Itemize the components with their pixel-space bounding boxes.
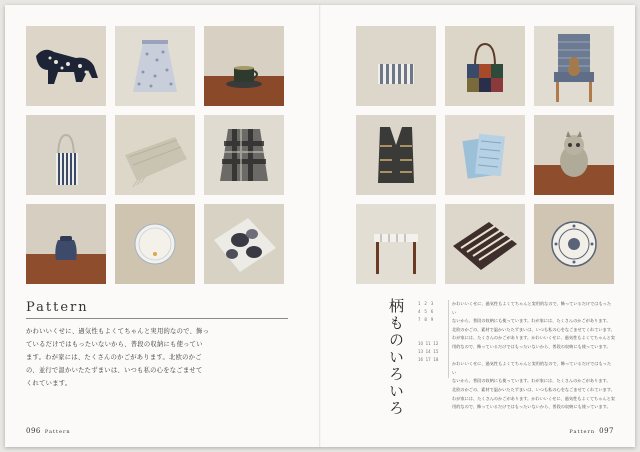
caption-number: 11	[425, 341, 431, 346]
running-label: Pattern	[44, 429, 71, 435]
photo-ceramic-jar	[26, 204, 106, 284]
photo-folded-cloths	[445, 115, 525, 195]
caption-number: 5	[424, 309, 427, 314]
right-body-line: 北欧のかごの、素材で温かいたたずまいは、いつも私の心をなごませてくれています。	[452, 326, 615, 332]
right-body-line: 用的なので、飾っているだけではもったいないから、普段の収納にも使っています。	[452, 343, 611, 349]
photo-striped-tote	[26, 115, 106, 195]
photo-woven-cushion	[445, 204, 525, 284]
photo-patterned-chair-with-bear	[534, 26, 614, 106]
page-number: 097	[599, 427, 614, 435]
photo-floral-textile	[204, 204, 284, 284]
caption-number: 9	[430, 317, 434, 322]
left-body-line: ます。わが家には、たくさんのかごがあります。北欧のかご	[26, 354, 202, 361]
caption-number: 16	[418, 357, 424, 362]
right-body-line: ないから、普段の収納にも使っています。わが家には、たくさんのかごがあります。	[452, 318, 611, 324]
photo-patchwork-bag	[445, 26, 525, 106]
photo-floral-skirt	[115, 26, 195, 106]
caption-number: 13	[418, 349, 424, 354]
photo-woven-stool	[356, 204, 436, 284]
section-divider	[26, 318, 288, 319]
caption-number: 12	[433, 341, 439, 346]
right-body-line: かわいいくせに、過気性もよくてちゃんと実用的なので、飾っているだけではもったい	[452, 301, 612, 315]
right-body-line: ないから、普段の収納にも使っています。わが家には、たくさんのかごがあります。	[452, 378, 611, 384]
caption-number: 2	[424, 301, 427, 306]
photo-wool-blanket	[115, 115, 195, 195]
left-body-line: の、並行で温かいたたずまいは、いつも私の心をなごませて	[26, 367, 203, 374]
right-body-line: わが家には、たくさんのかごがあります。かわいいくせに、過気性もよくてちゃんと実	[452, 395, 615, 401]
caption-number: 17	[425, 357, 431, 362]
left-body-line: ているだけではもったいないから、普段の収納にも使ってい	[26, 341, 203, 348]
photo-embroidered-doily	[115, 204, 195, 284]
photo-patterned-cup	[204, 26, 284, 106]
right-body-line: 北欧のかごの、素材で温かいたたずまいは、いつも私の心をなごませてくれています。	[452, 386, 615, 392]
photo-knit-vest	[356, 115, 436, 195]
page-gutter	[319, 5, 321, 447]
photo-check-skirt	[204, 115, 284, 195]
photo-striped-pouch	[356, 26, 436, 106]
left-body-text	[26, 325, 294, 390]
caption-number: 3	[430, 301, 434, 306]
right-body-text	[452, 300, 615, 412]
left-body-line: くれています。	[26, 380, 72, 387]
right-body-spacer	[452, 352, 615, 361]
page-number: 096	[26, 427, 41, 435]
left-body-line: かわいいくせに、過気性もよくてちゃんと実用的なので、飾っ	[26, 328, 210, 335]
photo-dog-plush	[26, 26, 106, 106]
right-body-line: わが家には、たくさんのかごがあります。かわいいくせに、過気性もよくてちゃんと実	[452, 335, 615, 341]
photo-cat-figurine	[534, 115, 614, 195]
caption-number: 4	[418, 309, 421, 314]
caption-number: 8	[424, 317, 427, 322]
caption-number: 6	[430, 309, 434, 314]
caption-number: 1	[418, 301, 421, 306]
vertical-title: 柄ものいろいろ	[387, 298, 405, 417]
caption-number: 10	[418, 341, 424, 346]
running-label: Pattern	[569, 429, 596, 435]
right-body-line: 用的なので、飾っているだけではもったいないから、普段の収納にも使っています。	[452, 404, 611, 410]
caption-numbers-a	[418, 300, 433, 324]
caption-number: 18	[433, 357, 439, 362]
caption-number: 15	[433, 349, 439, 354]
caption-divider	[448, 300, 449, 378]
caption-numbers-c	[418, 340, 438, 364]
caption-number: 7	[418, 317, 421, 322]
caption-number: 14	[425, 349, 431, 354]
right-folio	[565, 427, 614, 435]
photo-decorated-plate	[534, 204, 614, 284]
section-title: Pattern	[26, 300, 89, 315]
left-folio	[26, 427, 75, 435]
right-body-line: かわいいくせに、過気性もよくてちゃんと実用的なので、飾っているだけではもったい	[452, 361, 612, 375]
